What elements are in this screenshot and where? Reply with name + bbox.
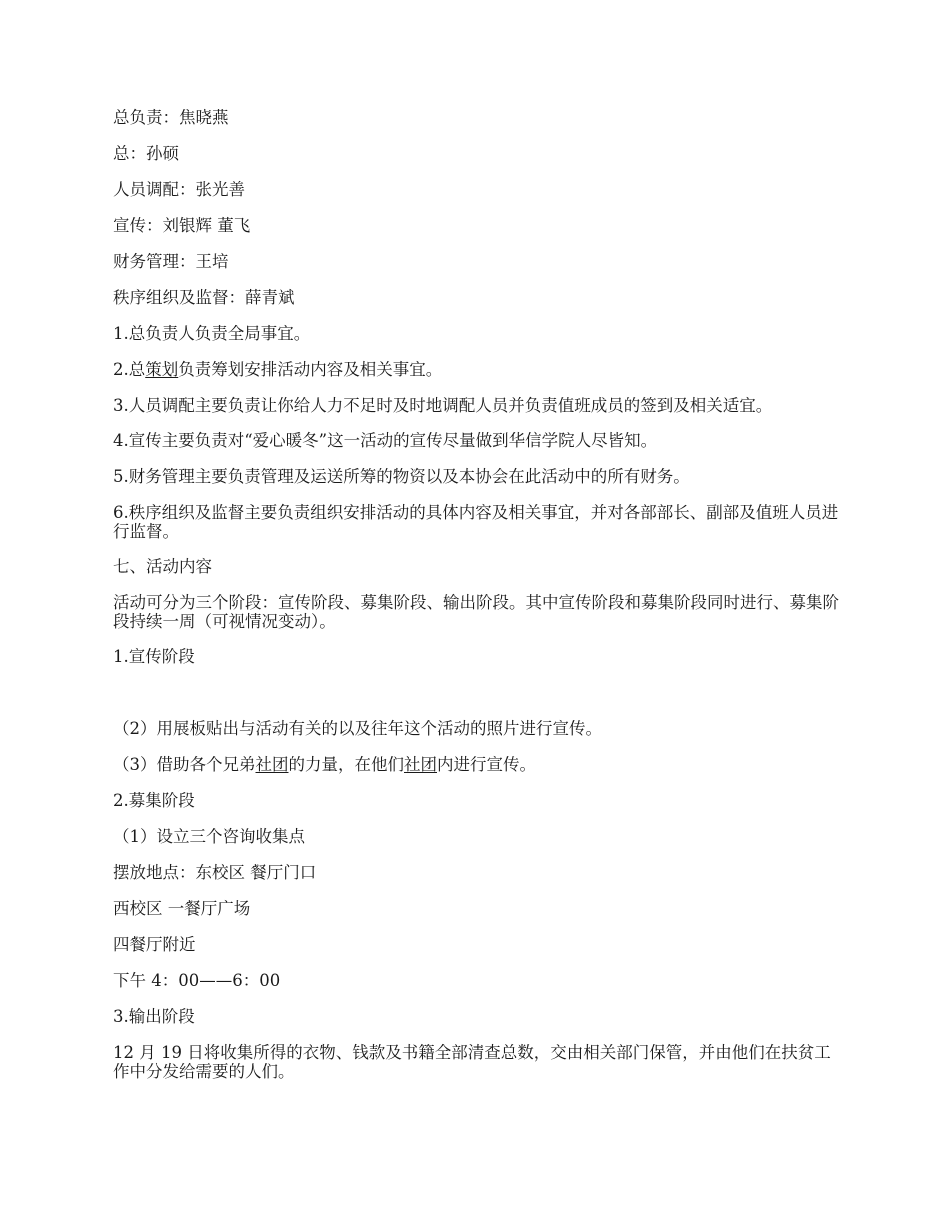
role-lead: 总负责：焦晓燕 [113,108,229,127]
duty-6: 6.秩序组织及监督主要负责组织安排活动的具体内容及相关事宜，并对各部部长、副部及值班人员进行监督。 [113,503,839,541]
item-3-part-c: 内进行宣传。 [437,755,536,774]
duty-2-prefix: 2.总 [113,360,146,379]
section-7-heading: 七、活动内容 [113,557,212,576]
stage-1-item-2: （2）用展板贴出与活动有关的以及往年这个活动的照片进行宣传。 [113,719,602,738]
document-page [113,108,843,1097]
role-staffing: 人员调配：张光善 [113,180,245,199]
place-1: 摆放地点：东校区 餐厅门口 [113,863,317,882]
section-7-intro: 活动可分为三个阶段：宣传阶段、募集阶段、输出阶段。其中宣传阶段和募集阶段同时进行、募集阶段持续一周（可视情况变动）。 [113,593,839,631]
place-3: 四餐厅附近 [113,935,196,954]
item-3-part-b: 的力量，在他们 [288,755,404,774]
stage-1-item-3 [113,755,843,775]
duty-5: 5.财务管理主要负责管理及运送所筹的物资以及本协会在此活动中的所有财务。 [113,467,690,486]
stage-3-heading: 3.输出阶段 [113,1007,195,1026]
duty-2-suffix: 负责筹划安排活动内容及相关事宜。 [178,360,443,379]
place-2: 西校区 一餐厅广场 [113,899,251,918]
duty-4: 4.宣传主要负责对“爱心暖冬”这一活动的宣传尽量做到华信学院人尽皆知。 [113,431,658,450]
blank-space [113,683,843,719]
stage-3-body: 12 月 19 日将收集所得的衣物、钱款及书籍全部清查总数，交由相关部门保管，并由他们在扶贫工作中分发给需要的人们。 [113,1043,831,1081]
stage-2-heading: 2.募集阶段 [113,791,195,810]
collection-time: 下午 4：00——6：00 [113,971,281,990]
planning-link[interactable]: 策划 [145,360,179,379]
duty-1: 1.总负责人负责全局事宜。 [113,324,311,343]
duty-2 [113,360,843,380]
club-link-2[interactable]: 社团 [404,755,437,774]
stage-1-heading: 1.宣传阶段 [113,647,195,666]
role-planner: 总：孙硕 [113,144,179,163]
role-finance: 财务管理：王培 [113,252,229,271]
club-link-1[interactable]: 社团 [255,755,289,774]
duty-3: 3.人员调配主要负责让你给人力不足时及时地调配人员并负责值班成员的签到及相关适宜。 [113,396,773,415]
item-3-part-a: （3）借助各个兄弟 [113,755,256,774]
stage-2-item-1: （1）设立三个咨询收集点 [113,827,305,846]
role-order: 秩序组织及监督：薛青斌 [113,288,295,307]
role-publicity: 宣传：刘银辉 董飞 [113,216,251,235]
